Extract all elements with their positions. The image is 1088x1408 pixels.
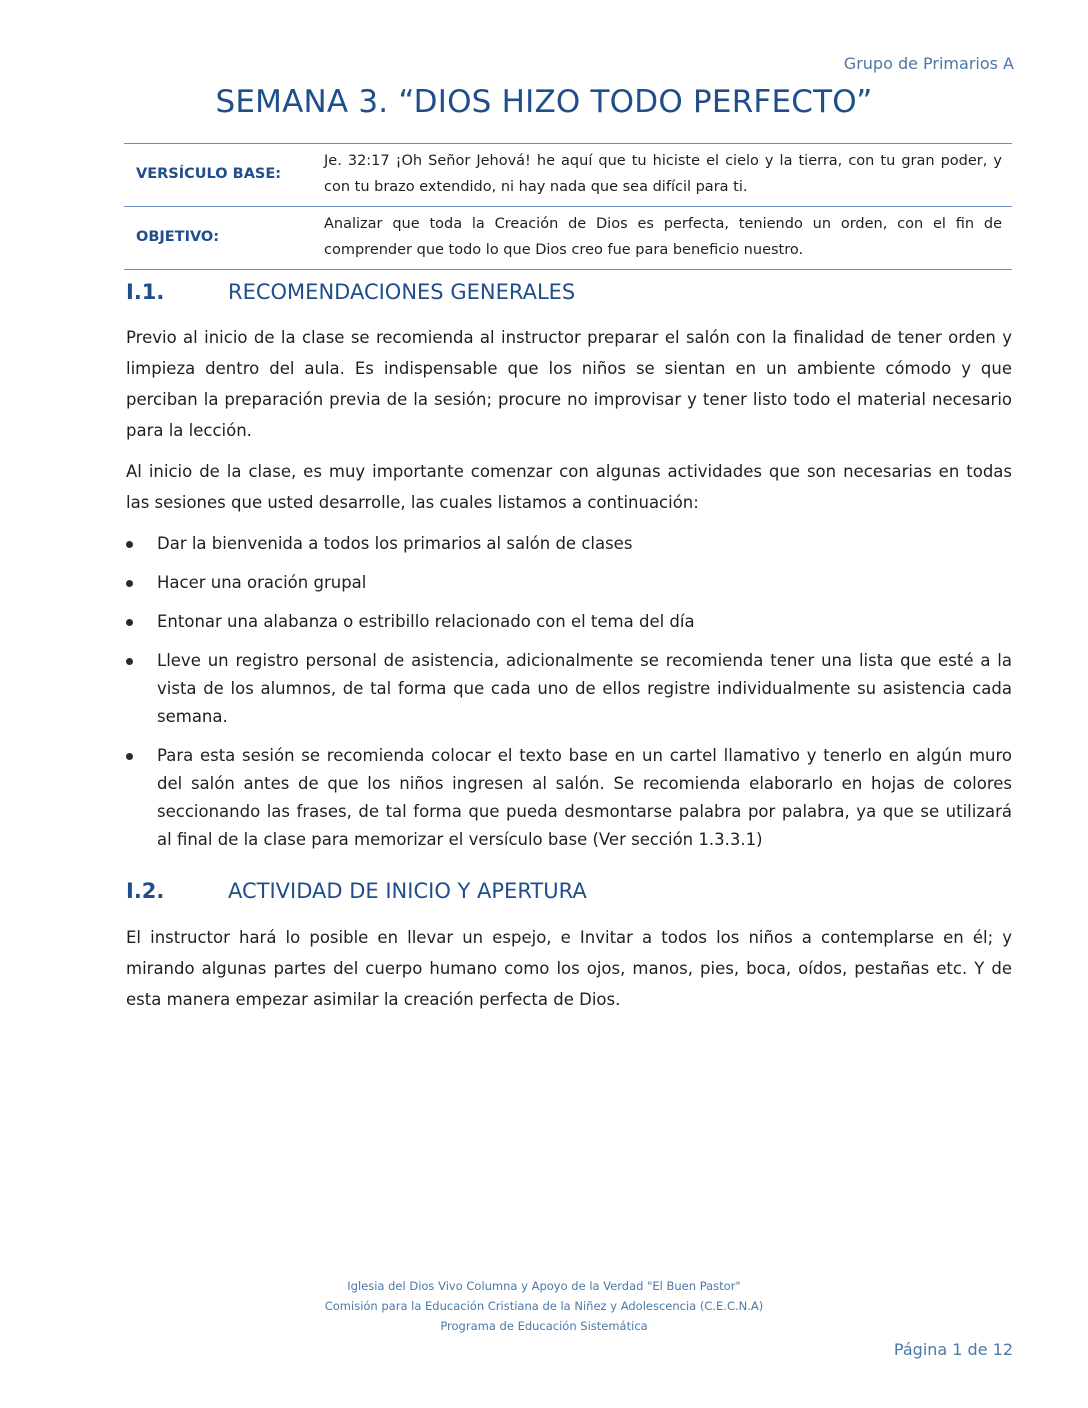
page-number: Página 1 de 12: [893, 1340, 1013, 1359]
section-title: RECOMENDACIONES GENERALES: [228, 280, 576, 304]
section-heading-1: [126, 280, 575, 304]
verse-row: [124, 144, 1012, 207]
verse-label: VERSÍCULO BASE:: [136, 166, 282, 182]
objective-label: OBJETIVO:: [136, 229, 220, 245]
bullet-icon: [126, 541, 133, 548]
footer-church: Iglesia del Dios Vivo Columna y Apoyo de la Verdad "El Buen Pastor": [347, 1279, 741, 1293]
list-item: Dar la bienvenida a todos los primarios al salón de clases: [126, 530, 1012, 558]
section-number: I.1.: [126, 280, 165, 304]
group-label: Grupo de Primarios A: [843, 54, 1014, 73]
section-heading-2: [126, 879, 587, 903]
list-item: Entonar una alabanza o estribillo relacionado con el tema del día: [126, 608, 1012, 636]
bullet-icon: [126, 619, 133, 626]
page-title: SEMANA 3. “DIOS HIZO TODO PERFECTO”: [215, 84, 873, 120]
list-item: Lleve un registro personal de asistencia, adicionalmente se recomienda tener una lista que esté a la vista de los alumnos, de tal forma que cada uno de ellos registre individualmente su asistencia cada semana.: [126, 647, 1012, 731]
page-footer: [0, 1276, 1088, 1336]
list-item: Hacer una oración grupal: [126, 569, 1012, 597]
bullet-icon: [126, 580, 133, 587]
paragraph-activities-intro: Al inicio de la clase, es muy importante comenzar con algunas actividades que son necesarias en todas las sesiones que usted desarrolle, las cuales listamos a continuación:: [126, 462, 1012, 512]
paragraph-recommendations: Previo al inicio de la clase se recomienda al instructor preparar el salón con la finalidad de tener orden y limpieza dentro del aula. Es indispensable que los niños se sientan en un ambiente cómodo y que perciban la preparación previa de la sesión; procure no improvisar y tener listo todo el material necesario para la lección.: [126, 328, 1012, 440]
section-title: ACTIVIDAD DE INICIO Y APERTURA: [228, 879, 587, 903]
footer-commission: Comisión para la Educación Cristiana de la Niñez y Adolescencia (C.E.C.N.A): [324, 1299, 764, 1313]
lesson-info-table: [124, 143, 1012, 270]
activity-list: [126, 530, 1012, 865]
paragraph-opening-activity: El instructor hará lo posible en llevar un espejo, e Invitar a todos los niños a contemplarse en él; y mirando algunas partes del cuerpo humano como los ojos, manos, pies, boca, oídos, pestañas etc. Y de esta manera empezar asimilar la creación perfecta de Dios.: [126, 928, 1012, 1009]
footer-program: Programa de Educación Sistemática: [440, 1319, 648, 1333]
objective-row: [124, 207, 1012, 270]
section-number: I.2.: [126, 879, 165, 903]
bullet-icon: [126, 753, 133, 760]
verse-text: Je. 32:17 ¡Oh Señor Jehová! he aquí que tu hiciste el cielo y la tierra, con tu gran poder, y con tu brazo extendido, ni hay nada que sea difícil para ti.: [324, 153, 1002, 195]
objective-text: Analizar que toda la Creación de Dios es perfecta, teniendo un orden, con el fin de comprender que todo lo que Dios creo fue para beneficio nuestro.: [324, 216, 1002, 258]
bullet-icon: [126, 658, 133, 665]
list-item: Para esta sesión se recomienda colocar el texto base en un cartel llamativo y tenerlo en algún muro del salón antes de que los niños ingresen al salón. Se recomienda elaborarlo en hojas de colores seccionando las frases, de tal forma que pueda desmontarse palabra por palabra, ya que se utilizará al final de la clase para memorizar el versículo base (Ver sección 1.3.3.1): [126, 742, 1012, 854]
